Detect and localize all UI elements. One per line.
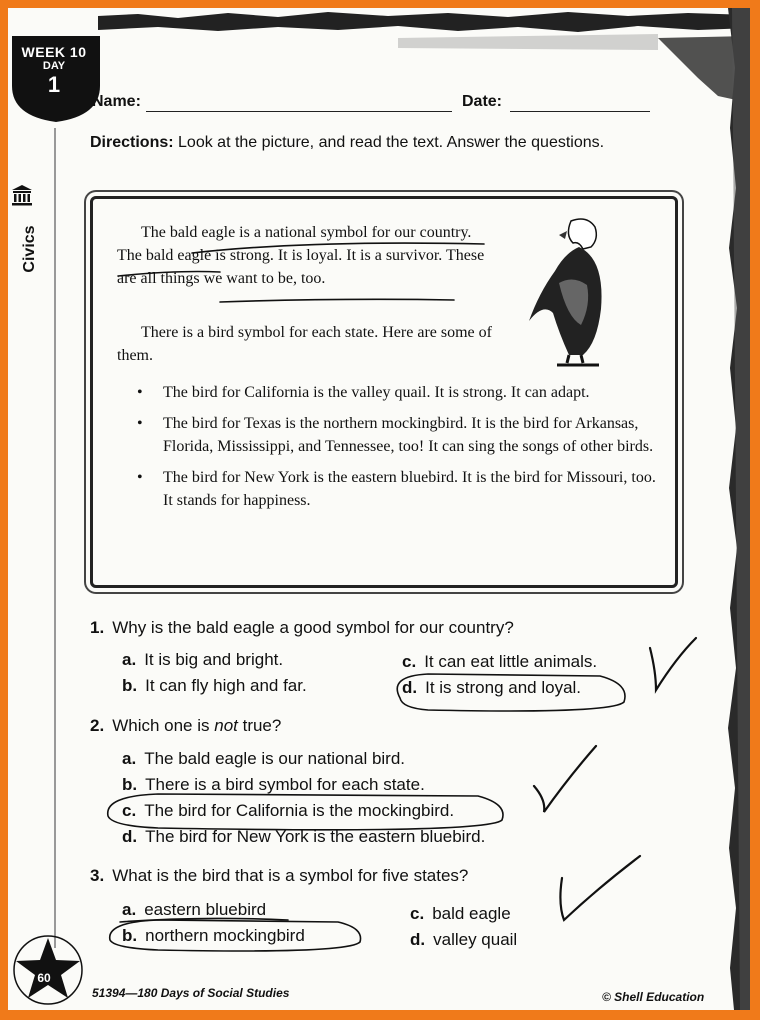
page-number: 60	[37, 971, 51, 985]
torn-paper-top-edge	[98, 8, 750, 103]
subject-label: Civics	[21, 225, 38, 273]
passage-paragraph-1: The bald eagle is a national symbol for our country. The bald eagle is strong. It is loyal. It is a survivor. These are all things we want to be, too.	[117, 224, 485, 287]
badge-day-number: 1	[47, 72, 61, 97]
checkmark-3	[560, 856, 640, 920]
worksheet-page	[8, 8, 750, 1010]
option-2b[interactable]: b. There is a bird symbol for each state.	[122, 775, 425, 794]
directions-text: Look at the picture, and read the text. Answer the questions.	[178, 134, 605, 151]
question-number: 2.	[90, 716, 105, 735]
left-margin-rule	[54, 128, 56, 948]
question-2: 2. Which one is not true?	[90, 716, 282, 735]
option-3b[interactable]: b. northern mockingbird	[122, 926, 305, 945]
date-label: Date:	[462, 93, 503, 110]
option-2d[interactable]: d. The bird for New York is the eastern bluebird.	[122, 827, 486, 846]
book-title: 51394—180 Days of Social Studies	[92, 986, 290, 1000]
week-day-badge	[8, 30, 108, 130]
question-number: 3.	[90, 866, 105, 885]
question-1	[90, 618, 514, 638]
badge-week-label: WEEK 10	[21, 44, 87, 60]
option-3c[interactable]: c. bald eagle	[410, 904, 511, 923]
name-field[interactable]	[146, 111, 452, 112]
option-3d[interactable]: d. valley quail	[410, 930, 518, 949]
publisher: © Shell Education	[602, 990, 705, 1004]
list-item: • The bird for Texas is the northern mockingbird. It is the bird for Arkansas, Florida, Mississippi, and Tennessee, too! It can sing the songs of other birds.	[137, 412, 657, 458]
question-prompt: Why is the bald eagle a good symbol for our country?	[112, 618, 514, 637]
badge-day-label: DAY	[42, 60, 66, 72]
option-1b[interactable]: b. It can fly high and far.	[122, 676, 307, 695]
emphasis-not: not	[214, 716, 238, 735]
checkmark-2	[534, 746, 596, 812]
question-3: 3. What is the bird that is a symbol for five states?	[90, 866, 469, 885]
capitol-building-icon	[10, 183, 34, 207]
option-1a[interactable]: a. It is big and bright.	[122, 650, 284, 669]
bald-eagle-illustration	[509, 213, 629, 373]
torn-paper-right-edge	[710, 8, 750, 1010]
checkmark-1	[650, 638, 696, 690]
passage-paragraph-2: There is a bird symbol for each state. Here are some of them.	[117, 324, 492, 364]
question-number: 1.	[90, 618, 105, 637]
list-item: • The bird for California is the valley quail. It is strong. It can adapt.	[137, 381, 657, 404]
option-1c[interactable]: c. It can eat little animals.	[402, 652, 598, 671]
directions	[90, 132, 610, 154]
date-field[interactable]	[510, 111, 650, 112]
list-item: • The bird for New York is the eastern bluebird. It is the bird for Missouri, too. It stands for happiness.	[137, 466, 657, 512]
option-2a[interactable]: a. The bald eagle is our national bird.	[122, 749, 406, 768]
directions-label: Directions:	[90, 134, 174, 151]
option-3a[interactable]: a. eastern bluebird	[122, 900, 267, 919]
name-label: Name:	[92, 93, 141, 110]
state-bird-list	[137, 381, 657, 520]
option-2c[interactable]: c. The bird for California is the mockingbird.	[122, 801, 455, 820]
option-1d[interactable]: d. It is strong and loyal.	[402, 678, 582, 697]
page-star-icon	[10, 930, 90, 1010]
reading-passage-box	[90, 196, 678, 588]
